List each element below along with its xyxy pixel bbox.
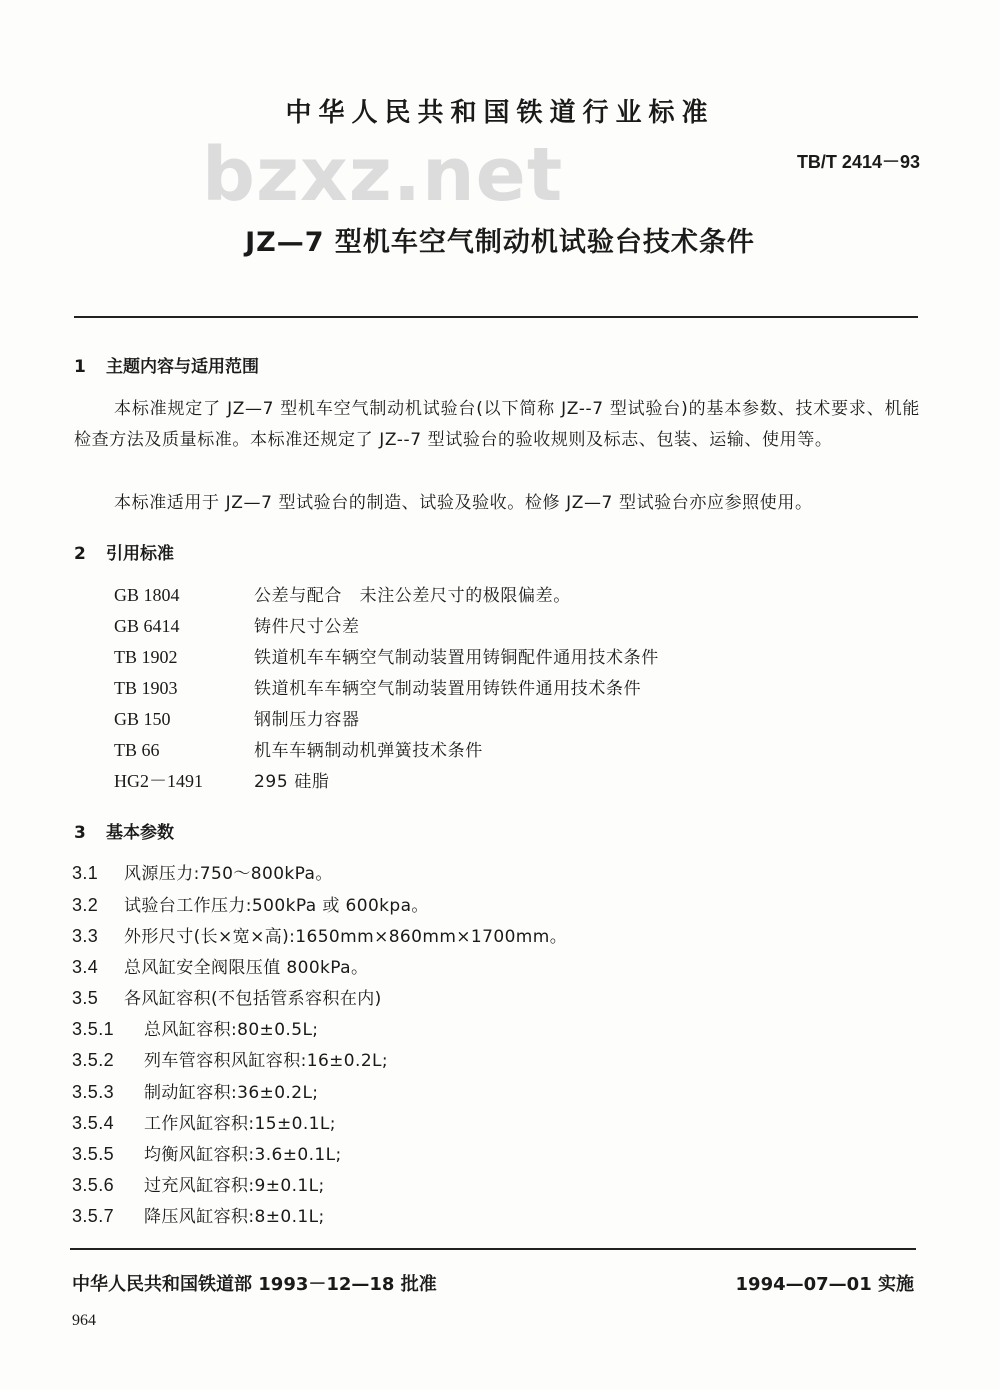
clause-number: 3.1	[72, 863, 99, 883]
clause-number: 3.5.4	[72, 1113, 115, 1133]
clause-text: 过充风缸容积:9±0.1L;	[144, 1176, 325, 1196]
reference-code: TB 66	[114, 740, 160, 760]
reference-row	[114, 766, 329, 797]
clause-text: 风源压力:750～800kPa。	[124, 864, 333, 884]
parameter-item	[72, 921, 567, 952]
approval-statement: 中华人民共和国铁道部 1993－12—18 批准	[72, 1274, 437, 1295]
clause-number: 3.5	[72, 988, 99, 1008]
effective-date: 1994—07—01 实施	[735, 1274, 914, 1295]
reference-row	[114, 580, 571, 611]
section-1-heading	[74, 352, 259, 377]
clause-text: 均衡风缸容积:3.6±0.1L;	[144, 1145, 342, 1165]
section-3-heading	[74, 818, 174, 843]
footer-divider	[70, 1248, 916, 1250]
parameter-item	[72, 858, 333, 889]
clause-number: 3.5.6	[72, 1175, 115, 1195]
clause-number: 3.5.2	[72, 1050, 115, 1070]
parameter-item	[72, 1045, 388, 1076]
parameter-item	[72, 1170, 325, 1201]
section-title: 基本参数	[106, 823, 174, 843]
section-number: 3	[74, 823, 86, 843]
clause-text: 试验台工作压力:500kPa 或 600kpa。	[124, 896, 429, 916]
section-number: 2	[74, 544, 86, 564]
clause-number: 3.2	[72, 895, 99, 915]
parameter-item	[72, 1014, 318, 1045]
document-title: JZ—7 型机车空气制动机试验台技术条件	[245, 227, 755, 258]
reference-row	[114, 611, 360, 642]
reference-code: TB 1902	[114, 647, 178, 667]
site-watermark: bzxz.net	[202, 132, 564, 218]
parameter-item	[72, 890, 429, 921]
parameter-item	[72, 1139, 342, 1170]
clause-number: 3.5.3	[72, 1082, 115, 1102]
clause-number: 3.5.5	[72, 1144, 115, 1164]
issuing-authority-heading: 中华人民共和国铁道行业标准	[285, 98, 715, 128]
parameter-item	[72, 983, 382, 1014]
section-number: 1	[74, 357, 86, 377]
reference-code: GB 6414	[114, 616, 180, 636]
clause-number: 3.3	[72, 926, 99, 946]
reference-code: GB 150	[114, 709, 171, 729]
section-title: 主题内容与适用范围	[106, 357, 259, 377]
section-1-paragraph-2: 本标准适用于 JZ—7 型试验台的制造、试验及验收。检修 JZ—7 型试验台亦应参照使用。	[114, 493, 813, 513]
reference-row	[114, 735, 483, 766]
reference-title: 铸件尺寸公差	[254, 617, 360, 637]
parameter-item	[72, 1108, 336, 1139]
reference-code: GB 1804	[114, 585, 180, 605]
clause-number: 3.4	[72, 957, 99, 977]
reference-code: HG2－1491	[114, 771, 203, 791]
reference-row	[114, 642, 659, 673]
reference-title: 机车车辆制动机弹簧技术条件	[254, 741, 483, 761]
reference-title: 公差与配合 未注公差尺寸的极限偏差。	[254, 586, 571, 606]
parameter-item	[72, 1077, 318, 1108]
standard-code: TB/T 2414－93	[796, 152, 920, 172]
section-title: 引用标准	[106, 544, 174, 564]
reference-title: 铁道机车车辆空气制动装置用铸铜配件通用技术条件	[254, 648, 659, 668]
clause-number: 3.5.7	[72, 1206, 115, 1226]
parameter-item	[72, 1201, 325, 1232]
reference-row	[114, 673, 641, 704]
page-number: 964	[72, 1312, 96, 1329]
clause-text: 制动缸容积:36±0.2L;	[144, 1083, 319, 1103]
clause-text: 列车管容积风缸容积:16±0.2L;	[144, 1051, 389, 1071]
clause-text: 工作风缸容积:15±0.1L;	[144, 1114, 336, 1134]
clause-number: 3.5.1	[72, 1019, 115, 1039]
clause-text: 总风缸容积:80±0.5L;	[144, 1020, 319, 1040]
parameter-item	[72, 952, 368, 983]
title-divider	[74, 316, 918, 318]
reference-title: 钢制压力容器	[254, 710, 360, 730]
reference-code: TB 1903	[114, 678, 178, 698]
reference-row	[114, 704, 360, 735]
reference-title: 铁道机车车辆空气制动装置用铸铁件通用技术条件	[254, 679, 642, 699]
clause-text: 降压风缸容积:8±0.1L;	[144, 1207, 325, 1227]
section-2-heading	[74, 539, 174, 564]
section-1-paragraph-1: 本标准规定了 JZ—7 型机车空气制动机试验台(以下简称 JZ--7 型试验台)的基本参数、技术要求、机能检查方法及质量标准。本标准还规定了 JZ--7 型试验台的验收规则及标志、包装、运输、使用等。	[74, 399, 920, 450]
clause-text: 外形尺寸(长×宽×高):1650mm×860mm×1700mm。	[124, 927, 568, 947]
clause-text: 总风缸安全阀限压值 800kPa。	[124, 958, 369, 978]
reference-title: 295 硅脂	[254, 772, 330, 792]
clause-text: 各风缸容积(不包括管系容积在内)	[124, 989, 382, 1009]
